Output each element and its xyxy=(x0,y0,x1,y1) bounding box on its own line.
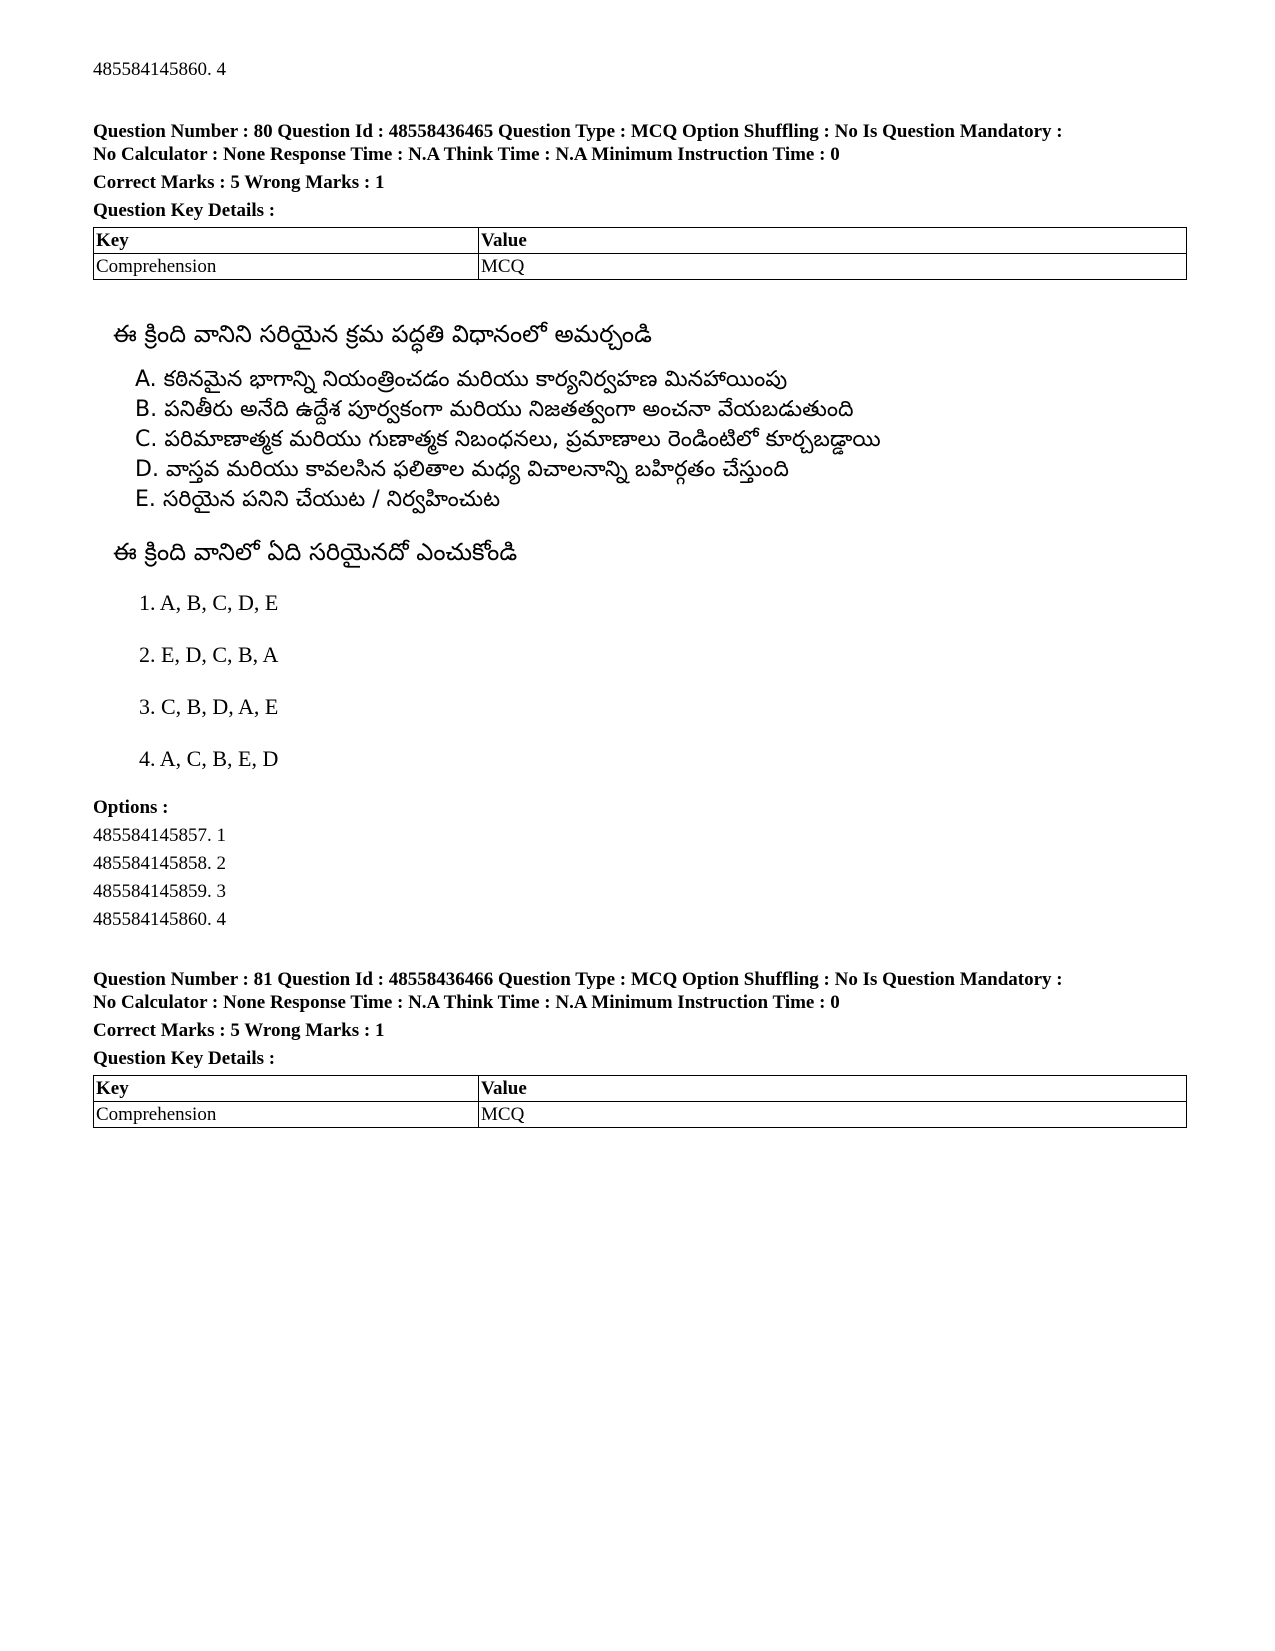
q81-marks: Correct Marks : 5 Wrong Marks : 1 xyxy=(93,1020,385,1041)
statement-d: D. వాస్తవ మరియు కావలసిన ఫలితాల మధ్య విచాలనాన్ని బహిర్గతం చేస్తుంది xyxy=(135,457,789,482)
value-header: Value xyxy=(479,228,1187,254)
choice-2: 2. E, D, C, B, A xyxy=(139,642,279,667)
question-instruction: ఈ క్రింది వానిని సరియైన క్రమ పద్ధతి విధానంలో అమర్చండి xyxy=(113,320,652,348)
q80-key-details-label: Question Key Details : xyxy=(93,200,276,221)
table-row xyxy=(94,1102,1187,1128)
table-row xyxy=(94,1076,1187,1102)
table-row xyxy=(94,228,1187,254)
key-cell: Comprehension xyxy=(94,1102,479,1128)
q81-key-details-label: Question Key Details : xyxy=(93,1048,276,1069)
key-header: Key xyxy=(94,1076,479,1102)
value-cell: MCQ xyxy=(479,1102,1187,1128)
question-prompt: ఈ క్రింది వానిలో ఏది సరియైనదో ఎంచుకోండి xyxy=(113,538,518,566)
key-cell: Comprehension xyxy=(94,254,479,280)
key-header: Key xyxy=(94,228,479,254)
q81-meta-line2: No Calculator : None Response Time : N.A Think Time : N.A Minimum Instruction Time : 0 xyxy=(93,992,840,1013)
q80-meta-line1: Question Number : 80 Question Id : 48558436465 Question Type : MCQ Option Shuffling : No Is Question Mandatory : xyxy=(93,121,1063,142)
q80-option-4: 485584145860. 4 xyxy=(93,909,226,930)
q80-meta-line2: No Calculator : None Response Time : N.A Think Time : N.A Minimum Instruction Time : 0 xyxy=(93,144,840,165)
question-image xyxy=(113,318,1133,808)
statement-e: E. సరియైన పనిని చేయుట / నిర్వహించుట xyxy=(135,487,501,512)
choice-1: 1. A, B, C, D, E xyxy=(139,590,279,615)
choice-3: 3. C, B, D, A, E xyxy=(139,694,279,719)
value-cell: MCQ xyxy=(479,254,1187,280)
previous-option-text: 485584145860. 4 xyxy=(93,59,226,80)
value-header: Value xyxy=(479,1076,1187,1102)
table-row xyxy=(94,254,1187,280)
q80-option-2: 485584145858. 2 xyxy=(93,853,226,874)
statement-c: C. పరిమాణాత్మక మరియు గుణాత్మక నిబంధనలు, ప్రమాణాలు రెండింటిలో కూర్చబడ్డాయి xyxy=(135,427,881,452)
q80-option-3: 485584145859. 3 xyxy=(93,881,226,902)
q80-marks: Correct Marks : 5 Wrong Marks : 1 xyxy=(93,172,385,193)
q80-key-table xyxy=(93,227,1187,280)
statement-b: B. పనితీరు అనేది ఉద్దేశ పూర్వకంగా మరియు నిజతత్వంగా అంచనా వేయబడుతుంది xyxy=(135,397,854,422)
q81-key-table xyxy=(93,1075,1187,1128)
choice-4: 4. A, C, B, E, D xyxy=(139,746,279,771)
q81-meta-line1: Question Number : 81 Question Id : 48558436466 Question Type : MCQ Option Shuffling : No Is Question Mandatory : xyxy=(93,969,1063,990)
q80-option-1: 485584145857. 1 xyxy=(93,825,226,846)
statement-a: A. కఠినమైన భాగాన్ని నియంత్రించడం మరియు కార్యనిర్వహణ మినహాయింపు xyxy=(135,367,788,392)
q80-options-label: Options : xyxy=(93,797,169,818)
